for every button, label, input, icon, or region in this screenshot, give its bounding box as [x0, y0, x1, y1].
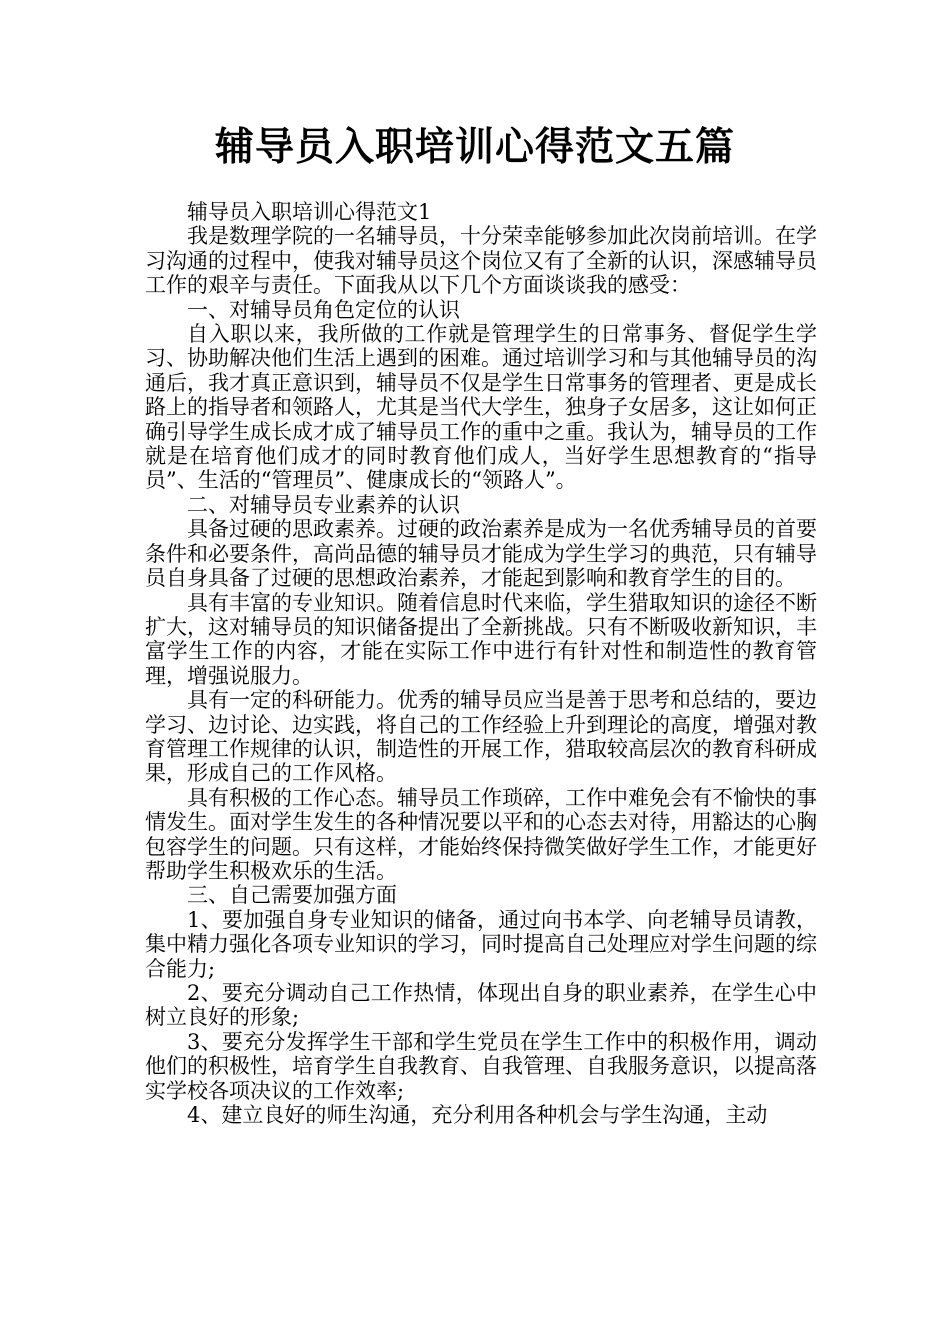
body-paragraph: 自入职以来，我所做的工作就是管理学生的日常事务、督促学生学习、协助解决他们生活上遇到的困难。通过培训学习和与其他辅导员的沟通后，我才真正意识到，辅导员不仅是学生日常事务的管理者、更是成长路上的指导者和领路人，尤其是当代大学生，独身子女居多，这让如何正确引导学生成长成才成了辅导员工作的重中之重。我认为，辅导员的工作就是在培育他们成才的同时教育他们成人，当好学生思想教育的“指导员”、生活的“管理员”、健康成长的“领路人”。	[145, 322, 817, 493]
section-heading-3: 三、自己需要加强方面	[187, 883, 397, 908]
list-item: 4、建立良好的师生沟通，充分利用各种机会与学生沟通，主动	[187, 1103, 768, 1128]
body-paragraph: 具有一定的科研能力。优秀的辅导员应当是善于思考和总结的，要边学习、边讨论、边实践，将自己的工作经验上升到理论的高度，增强对教育管理工作规律的认识，制造性的开展工作，猎取较高层次的教育科研成果，形成自己的工作风格。	[145, 688, 817, 786]
subtitle-paragraph: 辅导员入职培训心得范文1	[187, 200, 432, 224]
list-item: 3、要充分发挥学生干部和学生党员在学生工作中的积极作用，调动他们的积极性，培育学生自我教育、自我管理、自我服务意识，以提高落实学校各项决议的工作效率;	[145, 1029, 817, 1103]
section-heading-1: 一、对辅导员角色定位的认识	[187, 297, 460, 322]
body-paragraph: 具备过硬的思政素养。过硬的政治素养是成为一名优秀辅导员的首要条件和必要条件，高尚品德的辅导员才能成为学生学习的典范，只有辅导员自身具备了过硬的思想政治素养，才能起到影响和教育学生的目的。	[145, 517, 817, 591]
section-heading-2: 二、对辅导员专业素养的认识	[187, 492, 460, 517]
document-title: 辅导员入职培训心得范文五篇	[214, 125, 735, 170]
body-paragraph: 具有积极的工作心态。辅导员工作琐碎，工作中难免会有不愉快的事情发生。面对学生发生的各种情况要以平和的心态去对待，用豁达的心胸包容学生的问题。只有这样，才能始终保持微笑做好学生工作，才能更好帮助学生积极欢乐的生活。	[145, 785, 817, 883]
body-paragraph: 具有丰富的专业知识。随着信息时代来临，学生猎取知识的途径不断扩大，这对辅导员的知识储备提出了全新挑战。只有不断吸收新知识，丰富学生工作的内容，才能在实际工作中进行有针对性和制造性的教育管理，增强说服力。	[145, 590, 817, 688]
intro-paragraph: 我是数理学院的一名辅导员，十分荣幸能够参加此次岗前培训。在学习沟通的过程中，使我对辅导员这个岗位又有了全新的认识，深感辅导员工作的艰辛与责任。下面我从以下几个方面谈谈我的感受：	[145, 224, 817, 298]
list-item: 1、要加强自身专业知识的储备，通过向书本学、向老辅导员请教，集中精力强化各项专业知识的学习，同时提高自己处理应对学生问题的综合能力;	[145, 907, 817, 981]
document-body	[145, 200, 817, 1127]
list-item: 2、要充分调动自己工作热情，体现出自身的职业素养，在学生心中树立良好的形象;	[145, 981, 817, 1030]
